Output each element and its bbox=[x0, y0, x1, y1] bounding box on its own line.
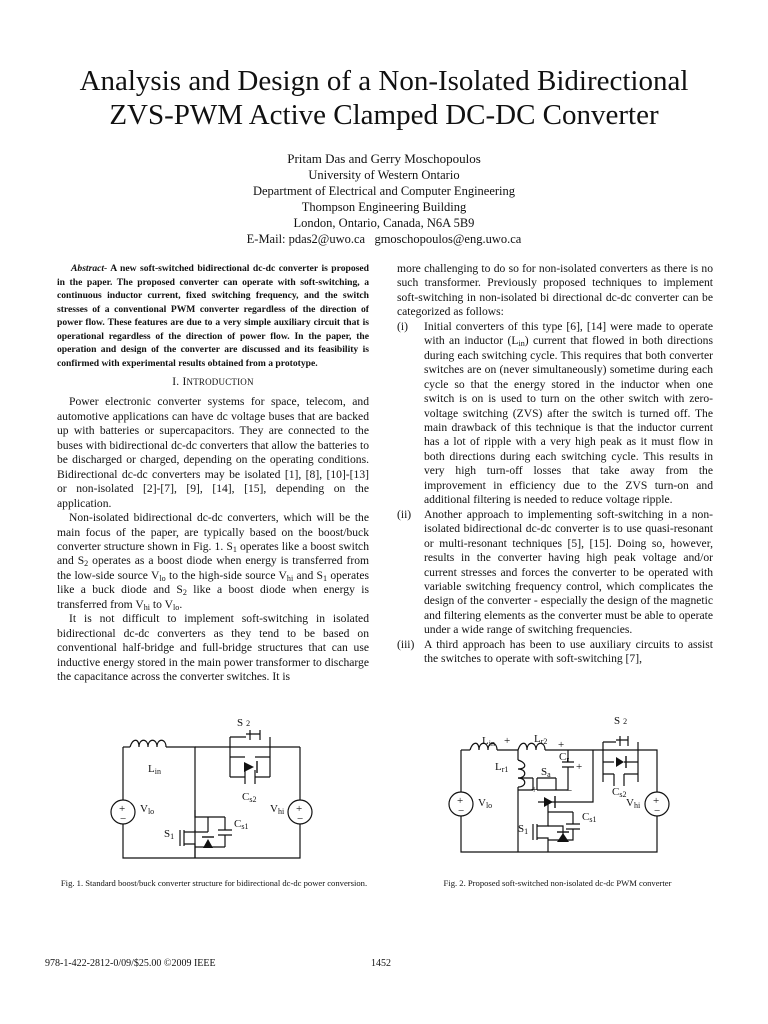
svg-text:+: + bbox=[558, 739, 565, 751]
section-heading-introduction bbox=[57, 375, 369, 389]
copyright-notice: 978-1-422-2812-0/09/$25.00 ©2009 IEEE bbox=[45, 958, 216, 969]
fig2-schematic bbox=[438, 712, 688, 862]
svg-text:+: + bbox=[531, 784, 538, 796]
figure-1-caption: Fig. 1. Standard boost/buck converter structure for bidirectional dc-dc power conversion. bbox=[60, 878, 368, 888]
svg-text:+: + bbox=[653, 795, 660, 807]
svg-text:Vlo: Vlo bbox=[140, 803, 155, 816]
svg-text:−: − bbox=[458, 805, 465, 817]
svg-text:Lr1: Lr1 bbox=[495, 761, 509, 774]
approach-list bbox=[397, 320, 713, 667]
svg-text:+: + bbox=[296, 803, 303, 815]
svg-text:−: − bbox=[566, 785, 573, 797]
svg-text:Lin: Lin bbox=[148, 763, 161, 776]
list-item: (iii) A third approach has been to use auxiliary circuits to assist the switches to operate with soft-switching [7], bbox=[397, 637, 713, 666]
svg-text:Lr2: Lr2 bbox=[534, 733, 548, 746]
svg-text:−: − bbox=[297, 813, 304, 825]
svg-text:+: + bbox=[576, 761, 583, 773]
section-numeral: I. bbox=[172, 376, 183, 388]
intro-paragraph-1: Power electronic converter systems for space, telecom, and automotive applications can have dc voltage buses that are backed up with batteries or supercapacitors. They are connected to the buses with bidirectional dc-dc converters that allow the batteries to be discharged or charged, depending on the operating conditions. Bidirectional dc-dc converters may be isolated [1], [8], [10]-[13] or non-isolated [2]-[7], [9], [14], [15], depending on the application. bbox=[57, 395, 369, 510]
figure-2-circuit bbox=[438, 712, 688, 862]
svg-text:Sa: Sa bbox=[541, 766, 551, 779]
right-column bbox=[397, 262, 713, 667]
author-emails: E-Mail: pdas2@uwo.ca gmoschopoulos@eng.uwo.ca bbox=[246, 232, 522, 246]
svg-text:S2: S 2 bbox=[614, 715, 628, 727]
svg-text:S1: S1 bbox=[164, 828, 175, 841]
svg-text:−: − bbox=[654, 805, 661, 817]
affiliation-address: London, Ontario, Canada, N6A 5B9 bbox=[293, 216, 475, 230]
svg-text:Lin: Lin bbox=[482, 735, 495, 748]
svg-text:Cs2: Cs2 bbox=[242, 791, 257, 804]
title-line-2: ZVS-PWM Active Clamped DC-DC Converter bbox=[109, 99, 659, 131]
author-block bbox=[40, 151, 728, 247]
section-title-rest: NTRODUCTION bbox=[186, 377, 254, 387]
affiliation-department: Department of Electrical and Computer Engineering bbox=[252, 184, 516, 198]
list-item: (i) Initial converters of this type [6], [14] were made to operate with an inductor $(L_{in})$ current that flowed in both directions during each switching cycle. This requires that both converter switches are on (never simultaneously) sometime during each cycle so that the energy stored in the inductor when one switch is on is used to turn on the other switch with zero-voltage switching (ZVS) after the switch is turned off. The main drawback of this technique is that the inductor current has a lot of ripple with a very high peak as it must flow in both directions during each switching cycle. This results in very high turn-off losses that take away from the improvement in efficiency due to the ZVS turn-on and additional filtering is needed to reduce voltage ripple. bbox=[397, 319, 713, 507]
svg-text:+: + bbox=[119, 803, 126, 815]
svg-text:Cs1: Cs1 bbox=[582, 811, 597, 824]
svg-text:Cs2: Cs2 bbox=[612, 786, 627, 799]
svg-text:+: + bbox=[504, 735, 511, 747]
section-initial: I bbox=[182, 376, 187, 388]
affiliation-university: University of Western Ontario bbox=[308, 168, 460, 182]
svg-text:Cs1: Cs1 bbox=[234, 818, 249, 831]
abstract-label: Abstract- bbox=[71, 263, 108, 274]
figure-1-circuit bbox=[100, 712, 330, 862]
svg-text:Vlo: Vlo bbox=[478, 797, 493, 810]
title-line-1: Analysis and Design of a Non-Isolated Bidirectional bbox=[79, 65, 689, 97]
fig1-schematic bbox=[100, 712, 330, 862]
figure-2-caption: Fig. 2. Proposed soft-switched non-isolated dc-dc PWM converter bbox=[443, 878, 672, 888]
abstract bbox=[57, 262, 369, 370]
svg-text:Vhi: Vhi bbox=[626, 797, 641, 810]
svg-text:+: + bbox=[457, 795, 464, 807]
page-number: 1452 bbox=[371, 958, 391, 969]
author-names: Pritam Das and Gerry Moschopoulos bbox=[287, 151, 481, 166]
svg-text:−: − bbox=[120, 813, 127, 825]
svg-text:S1: S1 bbox=[518, 823, 529, 836]
svg-text:Cr: Cr bbox=[559, 751, 570, 764]
affiliation-building: Thompson Engineering Building bbox=[301, 200, 467, 214]
svg-text:S2: S 2 bbox=[237, 717, 251, 729]
intro-paragraph-2: Non-isolated bidirectional dc-dc converters, which will be the main focus of the paper, are typically based on the boost/buck converter structure shown in Fig. 1. $S_1$ operates like a boost switch and $S_2$ operates as a boost diode when energy is transferred from the low-side source $V_{lo}$ to the high-side source $V_{hi}$ and $S_1$ operates like a buck diode and $S_2$ like a boost diode when energy is transferred from $V_{hi}$ to $V_{lo}$. bbox=[57, 511, 370, 612]
list-item: (ii) Another approach to implementing soft-switching in a non-isolated bidirectional dc-dc converter is to use quasi-resonant or multi-resonant techniques [5], [15]. Doing so, however, results in the converter having high peak voltage and/or current stresses and forces the converter to be operated with variable switching frequency control, which complicates the design of the converter - especially the design of the magnetic and filtering elements as the converter must be able to operate under a wide range of switching frequencies. bbox=[397, 507, 713, 637]
paper-title bbox=[40, 64, 728, 132]
abstract-text: A new soft-switched bidirectional dc-dc converter is proposed in the paper. The proposed converter can operate with soft-switching, a continuous inductor current, fixed switching frequency, and the switch stresses of a conventional PWM converter regardless of the direction of power flow. These features are due to a very simple auxiliary circuit that is operational regardless of the direction of power flow. In the paper, the operation and design of the converter are discussed and its feasibility is confirmed with experimental results obtained from a prototype. bbox=[57, 263, 369, 369]
right-paragraph-1: more challenging to do so for non-isolated converters as there is no such transformer. Previously proposed techniques to implement soft-switching in non-isolated bi directional dc-dc converter can be categorized as follows: bbox=[397, 262, 713, 319]
svg-text:Vhi: Vhi bbox=[270, 803, 285, 816]
left-column bbox=[57, 262, 369, 685]
intro-paragraph-3: It is not difficult to implement soft-switching in isolated bidirectional dc-dc converters as they tend to be based on conventional half-bridge and full-bridge structures that can use inductive energy stored in the main power transformer to discharge the capacitance across the converter switches. It is bbox=[57, 612, 369, 684]
